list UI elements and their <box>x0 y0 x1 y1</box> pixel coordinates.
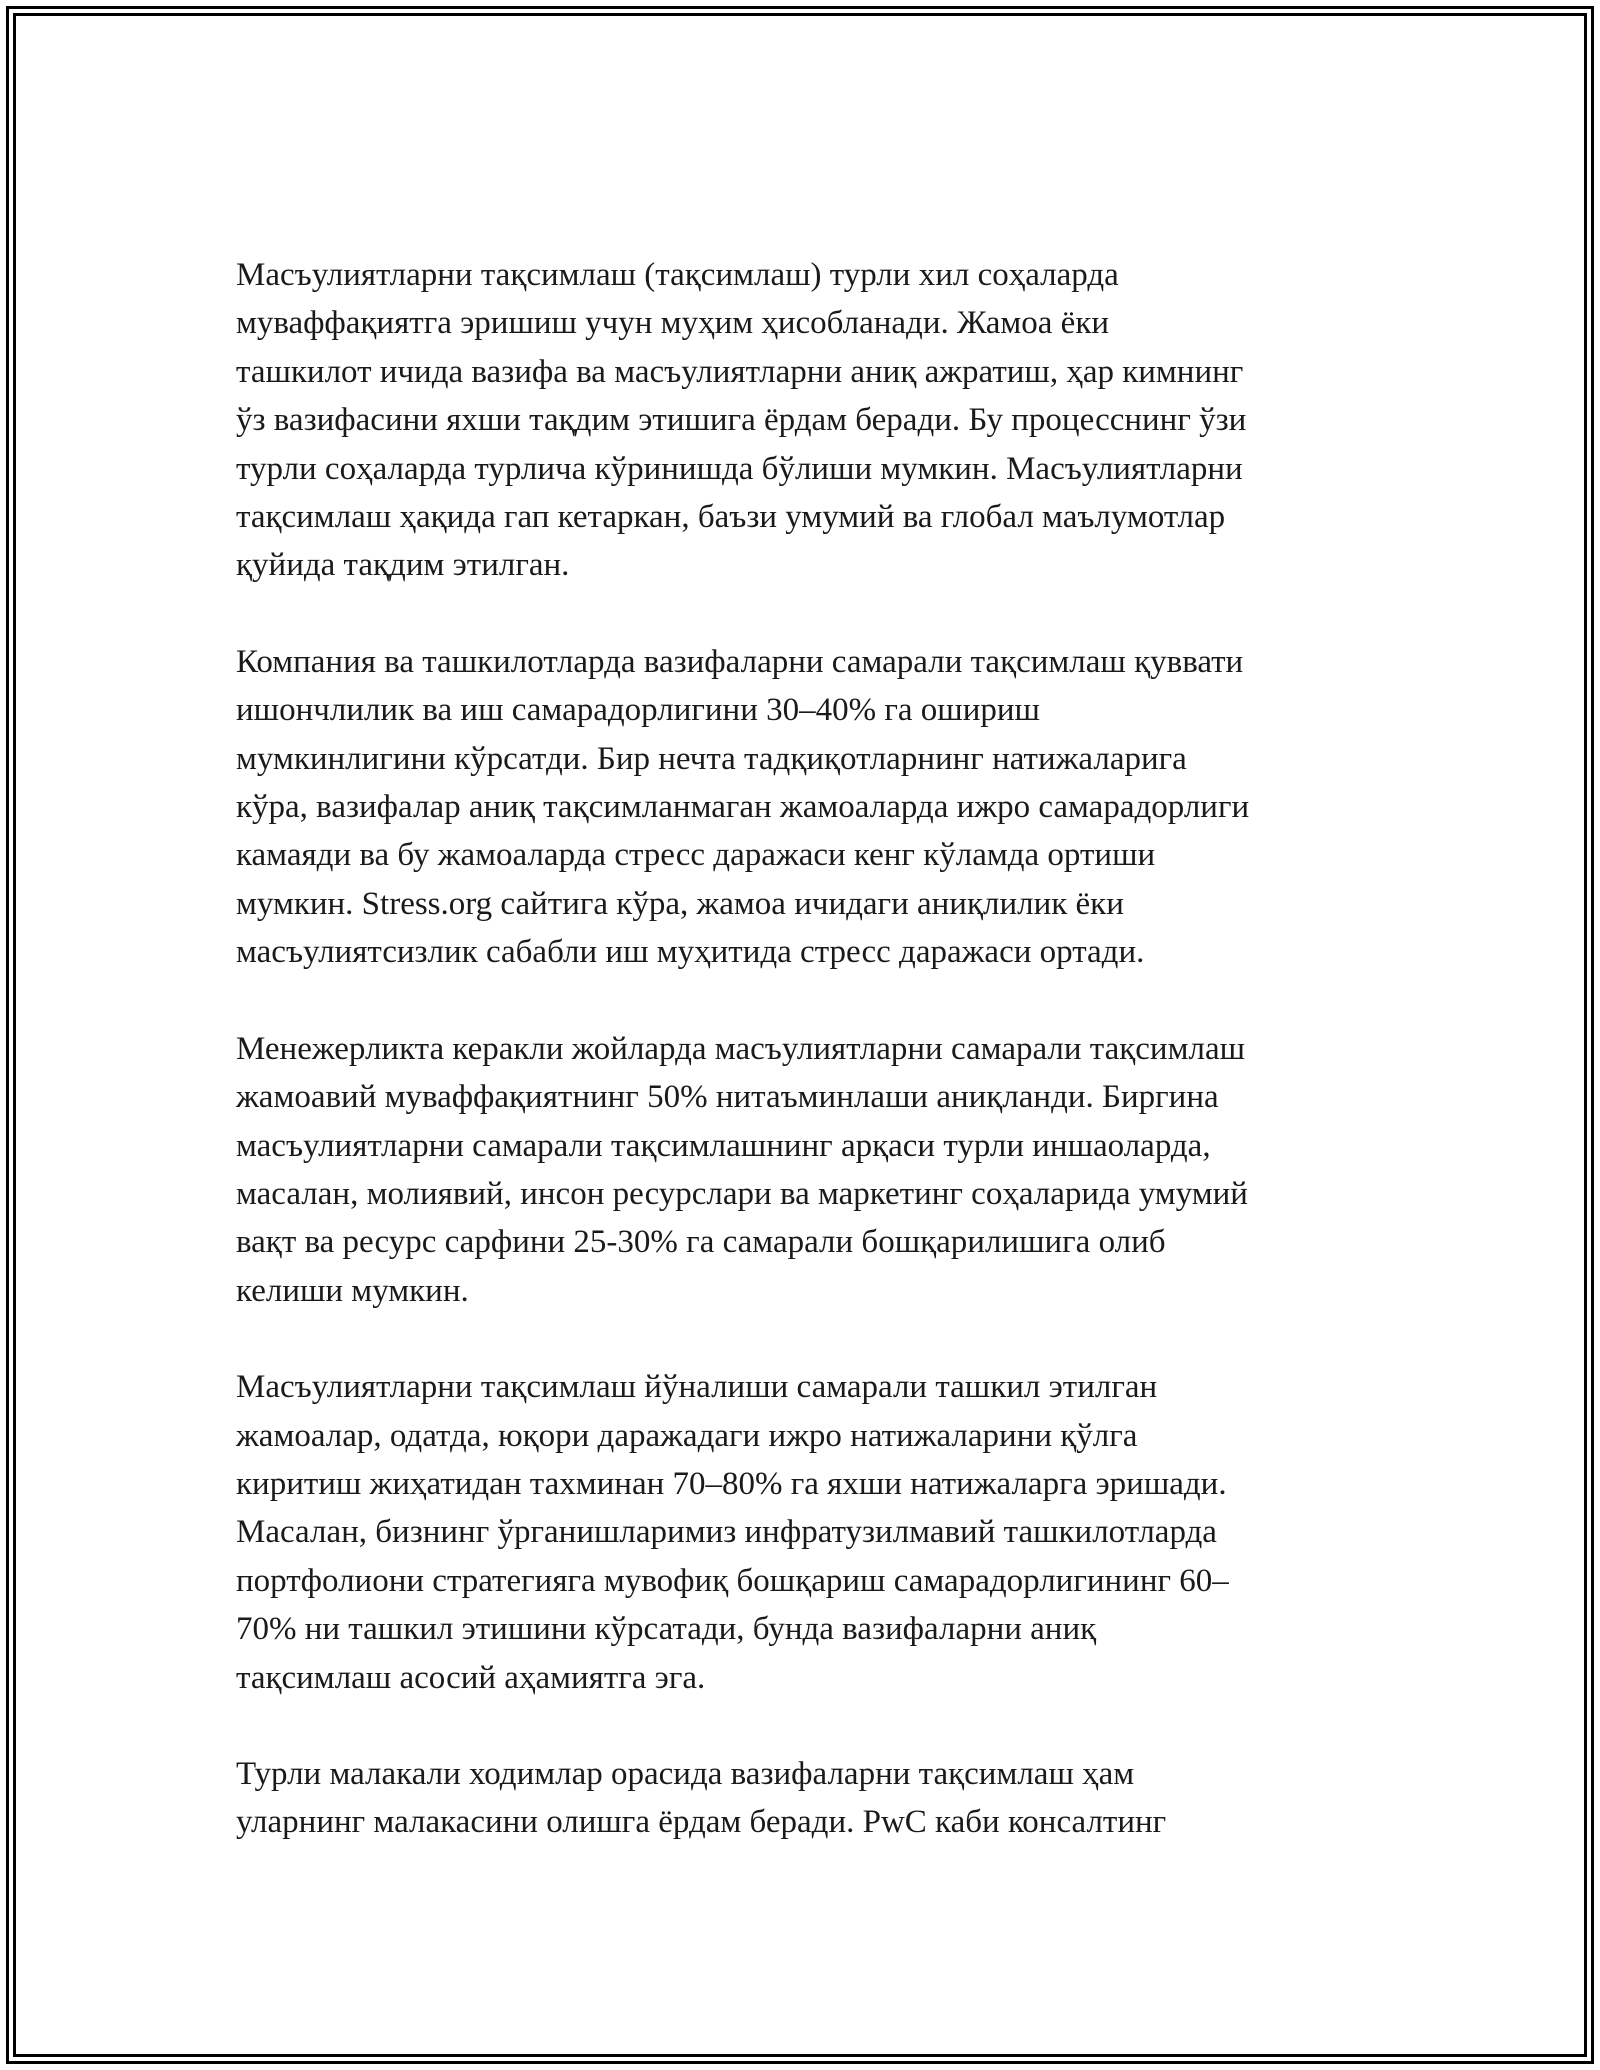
paragraph-skills-consulting: Турли малакали ходимлар орасида вазифаларни тақсимлаш ҳам уларнинг малакасини олишга ёрдам беради. PwC каби консалтинг <box>236 1755 1167 1841</box>
paragraph-responsibility-intro: Масъулиятларни тақсимлаш (тақсимлаш) турли хил соҳаларда муваффақиятга эришиш учун муҳим ҳисобланади. Жамоа ёки ташкилот ичида вазифа ва масъулиятларни аниқ ажратиш, ҳар кимнинг ўз вазифасини яхши тақдим этишига ёрдам беради. Бу процесснинг ўзи турли соҳаларда турлича кўринишда бўлиши мумкин. Масъулиятларни тақсимлаш ҳақида гап кетаркан, баъзи умумий ва глобал маълумотлар қуйида тақдим этилган. <box>236 257 1247 584</box>
paragraph-task-efficiency: Компания ва ташкилотларда вазифаларни самарали тақсимлаш қуввати ишончлилик ва иш самарадорлигини 30–40% га ошириш мумкинлигини кўрсатди. Бир нечта тадқиқотларнинг натижаларига кўра, вазифалар аниқ тақсимланмаган жамоаларда ижро самарадорлиги камаяди ва бу жамоаларда стресс даражаси кенг кўламда ортиши мумкин. Stress.org сайтига кўра, жамоа ичидаги аниқлилик ёки масъулиятсизлик сабабли иш муҳитида стресс даражаси ортади. <box>236 643 1250 971</box>
paragraph-management-success: Менежерликта керакли жойларда масъулиятларни самарали тақсимлаш жамоавий муваффақиятнинг 50% нитаъминлаши аниқланди. Биргина масъулиятларни самарали тақсимлашнинг арқаси турли иншаоларда, масалан, молиявий, инсон ресурслари ва маркетинг соҳаларида умумий вақт ва ресурс сарфини 25-30% га самарали бошқарилишига олиб келиши мумкин. <box>236 1030 1248 1309</box>
paragraph-team-results: Масъулиятларни тақсимлаш йўналиши самарали ташкил этилган жамоалар, одатда, юқори даражадаги ижро натижаларини қўлга киритиш жиҳатидан тахминан 70–80% га яхши натижаларга эришади. Масалан, бизнинг ўрганишларимиз инфратузилмавий ташкилотларда портфолиони стратегияга мувофиқ бошқариш самарадорлигининг 60– 70% ни ташкил этишини кўрсатади, бунда вазифаларни аниқ тақсимлаш асосий аҳамиятга эга. <box>236 1369 1229 1696</box>
document-body <box>236 251 1376 1895</box>
